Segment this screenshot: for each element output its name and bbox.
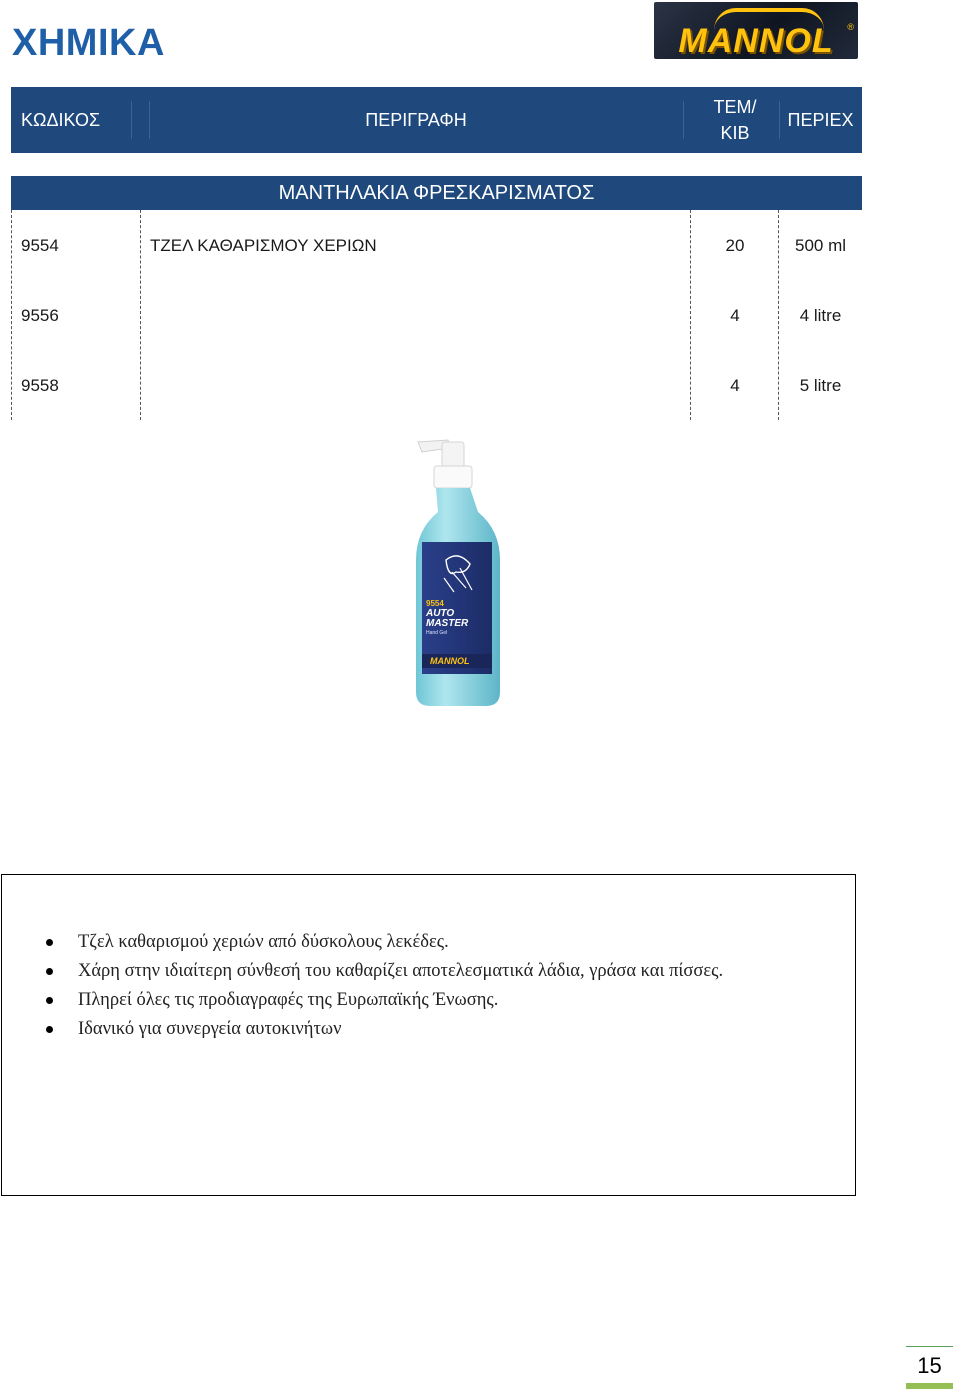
header-divider [131, 101, 132, 139]
product-image [360, 430, 570, 712]
page-number-accent [906, 1383, 953, 1389]
label-line1: AUTO [426, 608, 455, 619]
header-divider [149, 101, 150, 139]
mannol-logo [654, 2, 858, 59]
section-title: ΜΑΝΤΗΛΑΚΙΑ ΦΡΕΣΚΑΡΙΣΜΑΤΟΣ [11, 176, 862, 210]
header-code: ΚΩΔΙΚΟΣ [21, 109, 101, 130]
logo-text: MANNOL [678, 22, 834, 59]
page-number-box [906, 1346, 953, 1389]
table-header [11, 87, 862, 153]
feature-text: Πληρεί όλες τις προδιαγραφές της Ευρωπαϊκής Ένωσης. [78, 990, 499, 1010]
list-item [2, 1018, 723, 1047]
header-content: ΠΕΡΙΕΧ [787, 109, 854, 130]
feature-list [2, 931, 723, 1047]
registered-mark-icon: ® [847, 22, 854, 32]
bullet-icon [46, 997, 53, 1004]
pump-collar-icon [434, 466, 472, 488]
description-box [1, 874, 856, 1196]
table-row [11, 280, 862, 350]
label-brand: MANNOL [430, 656, 470, 666]
product-table [11, 210, 862, 420]
header-divider [683, 101, 684, 139]
list-item [2, 931, 723, 960]
row-code: 9554 [21, 236, 59, 255]
page-number: 15 [917, 1353, 942, 1378]
row-content: 500 ml [794, 236, 847, 255]
label-line3: Hand Gel [426, 630, 448, 636]
row-units: 20 [725, 236, 745, 255]
feature-text: Ιδανικό για συνεργεία αυτοκινήτων [78, 1019, 342, 1039]
row-content: 4 litre [799, 306, 842, 325]
page-title: ΧΗΜΙΚΑ [12, 22, 165, 64]
row-code: 9558 [21, 376, 59, 395]
row-code: 9556 [21, 306, 59, 325]
header-units-label: ΤΕΜ/ ΚΙΒ [713, 97, 757, 143]
table-row [11, 350, 862, 420]
pump-head-icon [442, 442, 464, 468]
row-description: ΤΖΕΛ ΚΑΘΑΡΙΣΜΟΥ ΧΕΡΙΩΝ [150, 236, 377, 255]
row-content: 5 litre [799, 376, 842, 395]
header-units-per-box [691, 87, 779, 153]
list-item [2, 960, 723, 989]
list-item [2, 989, 723, 1018]
label-number: 9554 [426, 599, 444, 608]
bullet-icon [46, 968, 53, 975]
label-line2: MASTER [426, 618, 469, 629]
feature-text: Χάρη στην ιδιαίτερη σύνθεσή του καθαρίζει αποτελεσματικά λάδια, γράσα και πίσσες. [78, 961, 724, 981]
header-description: ΠΕΡΙΓΡΑΦΗ [365, 109, 467, 130]
feature-text: Τζελ καθαρισμού χεριών από δύσκολους λεκέδες. [78, 932, 449, 952]
table-row [11, 210, 862, 280]
row-units: 4 [730, 306, 740, 325]
bullet-icon [46, 1026, 53, 1033]
row-units: 4 [730, 376, 740, 395]
bullet-icon [46, 939, 53, 946]
